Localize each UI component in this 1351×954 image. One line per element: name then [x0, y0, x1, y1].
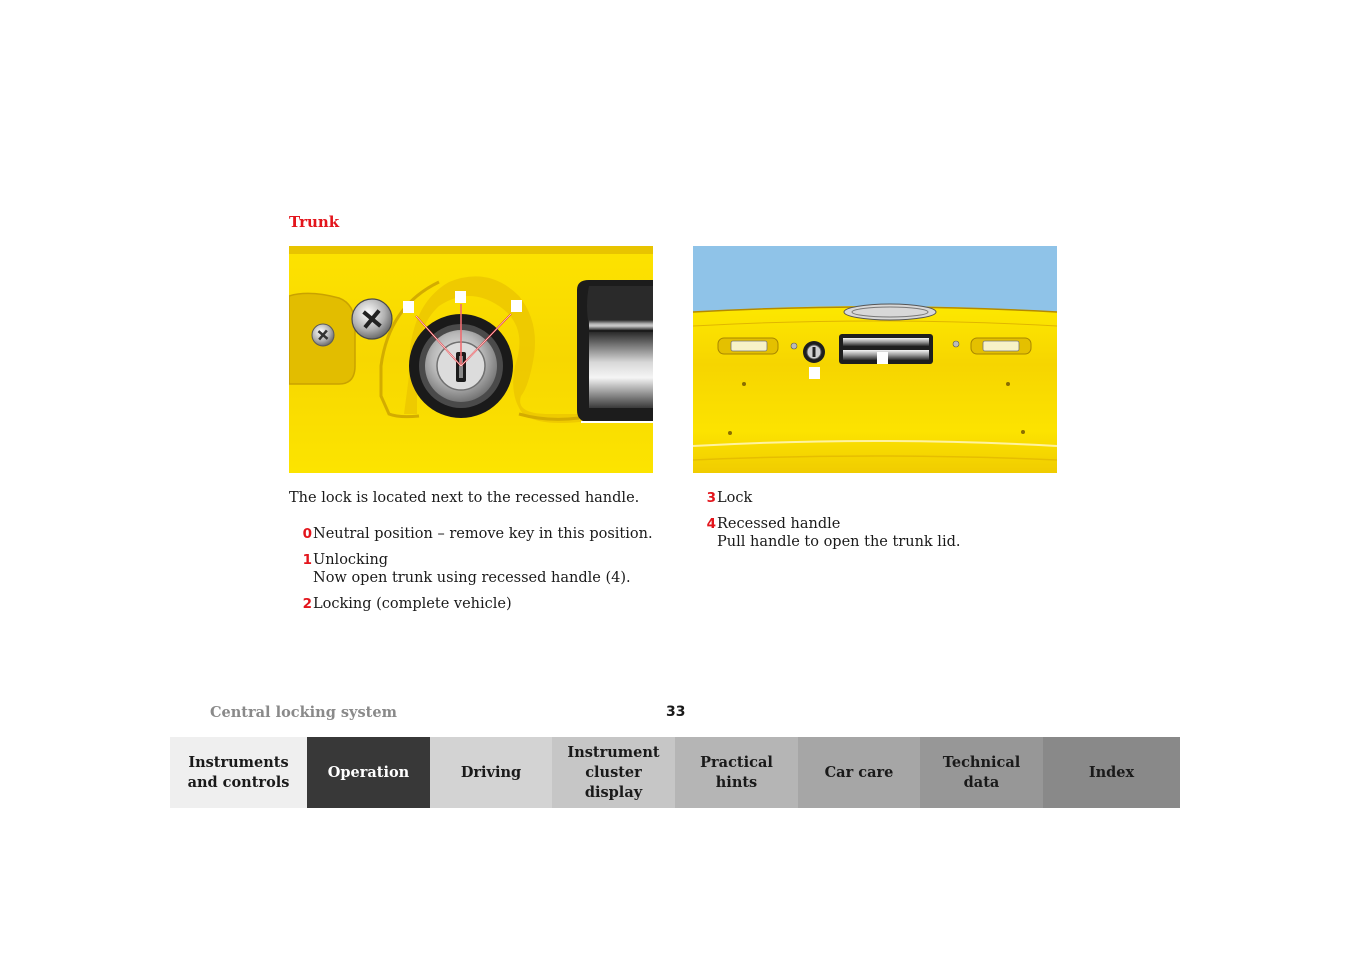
legend-item	[289, 551, 653, 587]
trunk-lock-closeup-illustration	[289, 246, 653, 473]
nav-tab-car-care[interactable]	[798, 737, 920, 808]
nav-tab-instrument-cluster[interactable]	[552, 737, 675, 808]
nav-tab-label	[1089, 763, 1134, 783]
nav-tab-practical-hints[interactable]	[675, 737, 798, 808]
nav-tab-driving[interactable]	[430, 737, 552, 808]
nav-tab-label	[556, 743, 671, 803]
nav-tab-label-line: Driving	[460, 763, 522, 781]
nav-tab-label	[825, 763, 894, 783]
legend-number: 1	[302, 552, 312, 568]
nav-tab-index[interactable]	[1043, 737, 1180, 808]
nav-tab-label	[328, 763, 409, 783]
nav-tab-label-line: cluster display	[584, 763, 643, 801]
nav-tab-label-line: Instrument	[567, 743, 660, 761]
nav-tab-operation[interactable]	[307, 737, 430, 808]
legend-text	[313, 595, 512, 613]
section-title: Trunk	[289, 213, 340, 231]
nav-tab-label-line: Car care	[824, 763, 894, 781]
legend-text	[717, 515, 960, 551]
legend-number: 3	[706, 490, 716, 506]
chapter-navigation	[170, 737, 1180, 808]
nav-tab-label	[679, 753, 794, 793]
legend-item	[289, 525, 653, 543]
trunk-rear-overview-illustration	[693, 246, 1057, 473]
right-legend-list	[693, 489, 960, 559]
legend-item	[693, 515, 960, 551]
legend-line: Recessed handle	[717, 516, 841, 532]
nav-tab-label-line: Technical	[942, 753, 1021, 771]
callout-marker	[809, 367, 820, 379]
nav-tab-label	[461, 763, 521, 783]
legend-number: 0	[302, 526, 312, 542]
legend-item	[289, 595, 653, 613]
intro-text: The lock is located next to the recessed handle.	[289, 490, 640, 506]
nav-tab-label-line: Practical hints	[700, 753, 773, 791]
legend-text	[717, 489, 752, 507]
callout-marker	[511, 300, 522, 312]
nav-tab-technical-data[interactable]	[920, 737, 1043, 808]
legend-item	[693, 489, 960, 507]
legend-number: 2	[302, 596, 312, 612]
nav-tab-label	[188, 753, 290, 793]
legend-line: Locking (complete vehicle)	[313, 596, 512, 612]
callout-marker	[455, 291, 466, 303]
chapter-label: Central locking system	[210, 704, 397, 721]
callout-marker	[877, 352, 888, 364]
left-legend-list	[289, 525, 653, 621]
nav-tab-label-line: and controls	[187, 773, 290, 791]
nav-tab-label-line: Index	[1088, 763, 1135, 781]
legend-line: Now open trunk using recessed handle (4).	[313, 570, 631, 586]
nav-tab-label	[943, 753, 1021, 793]
callout-marker	[403, 301, 414, 313]
nav-tab-label-line: Instruments	[188, 753, 289, 771]
legend-number: 4	[706, 516, 716, 532]
legend-line: Lock	[717, 490, 753, 506]
nav-tab-label-line: Operation	[327, 763, 410, 781]
legend-line: Neutral position – remove key in this position.	[313, 526, 653, 542]
legend-line: Unlocking	[313, 552, 389, 568]
legend-text	[313, 551, 631, 587]
legend-text	[313, 525, 653, 543]
page-number: 33	[666, 704, 686, 720]
legend-line: Pull handle to open the trunk lid.	[717, 534, 961, 550]
nav-tab-label-line: data	[963, 773, 1000, 791]
nav-tab-instruments[interactable]	[170, 737, 307, 808]
